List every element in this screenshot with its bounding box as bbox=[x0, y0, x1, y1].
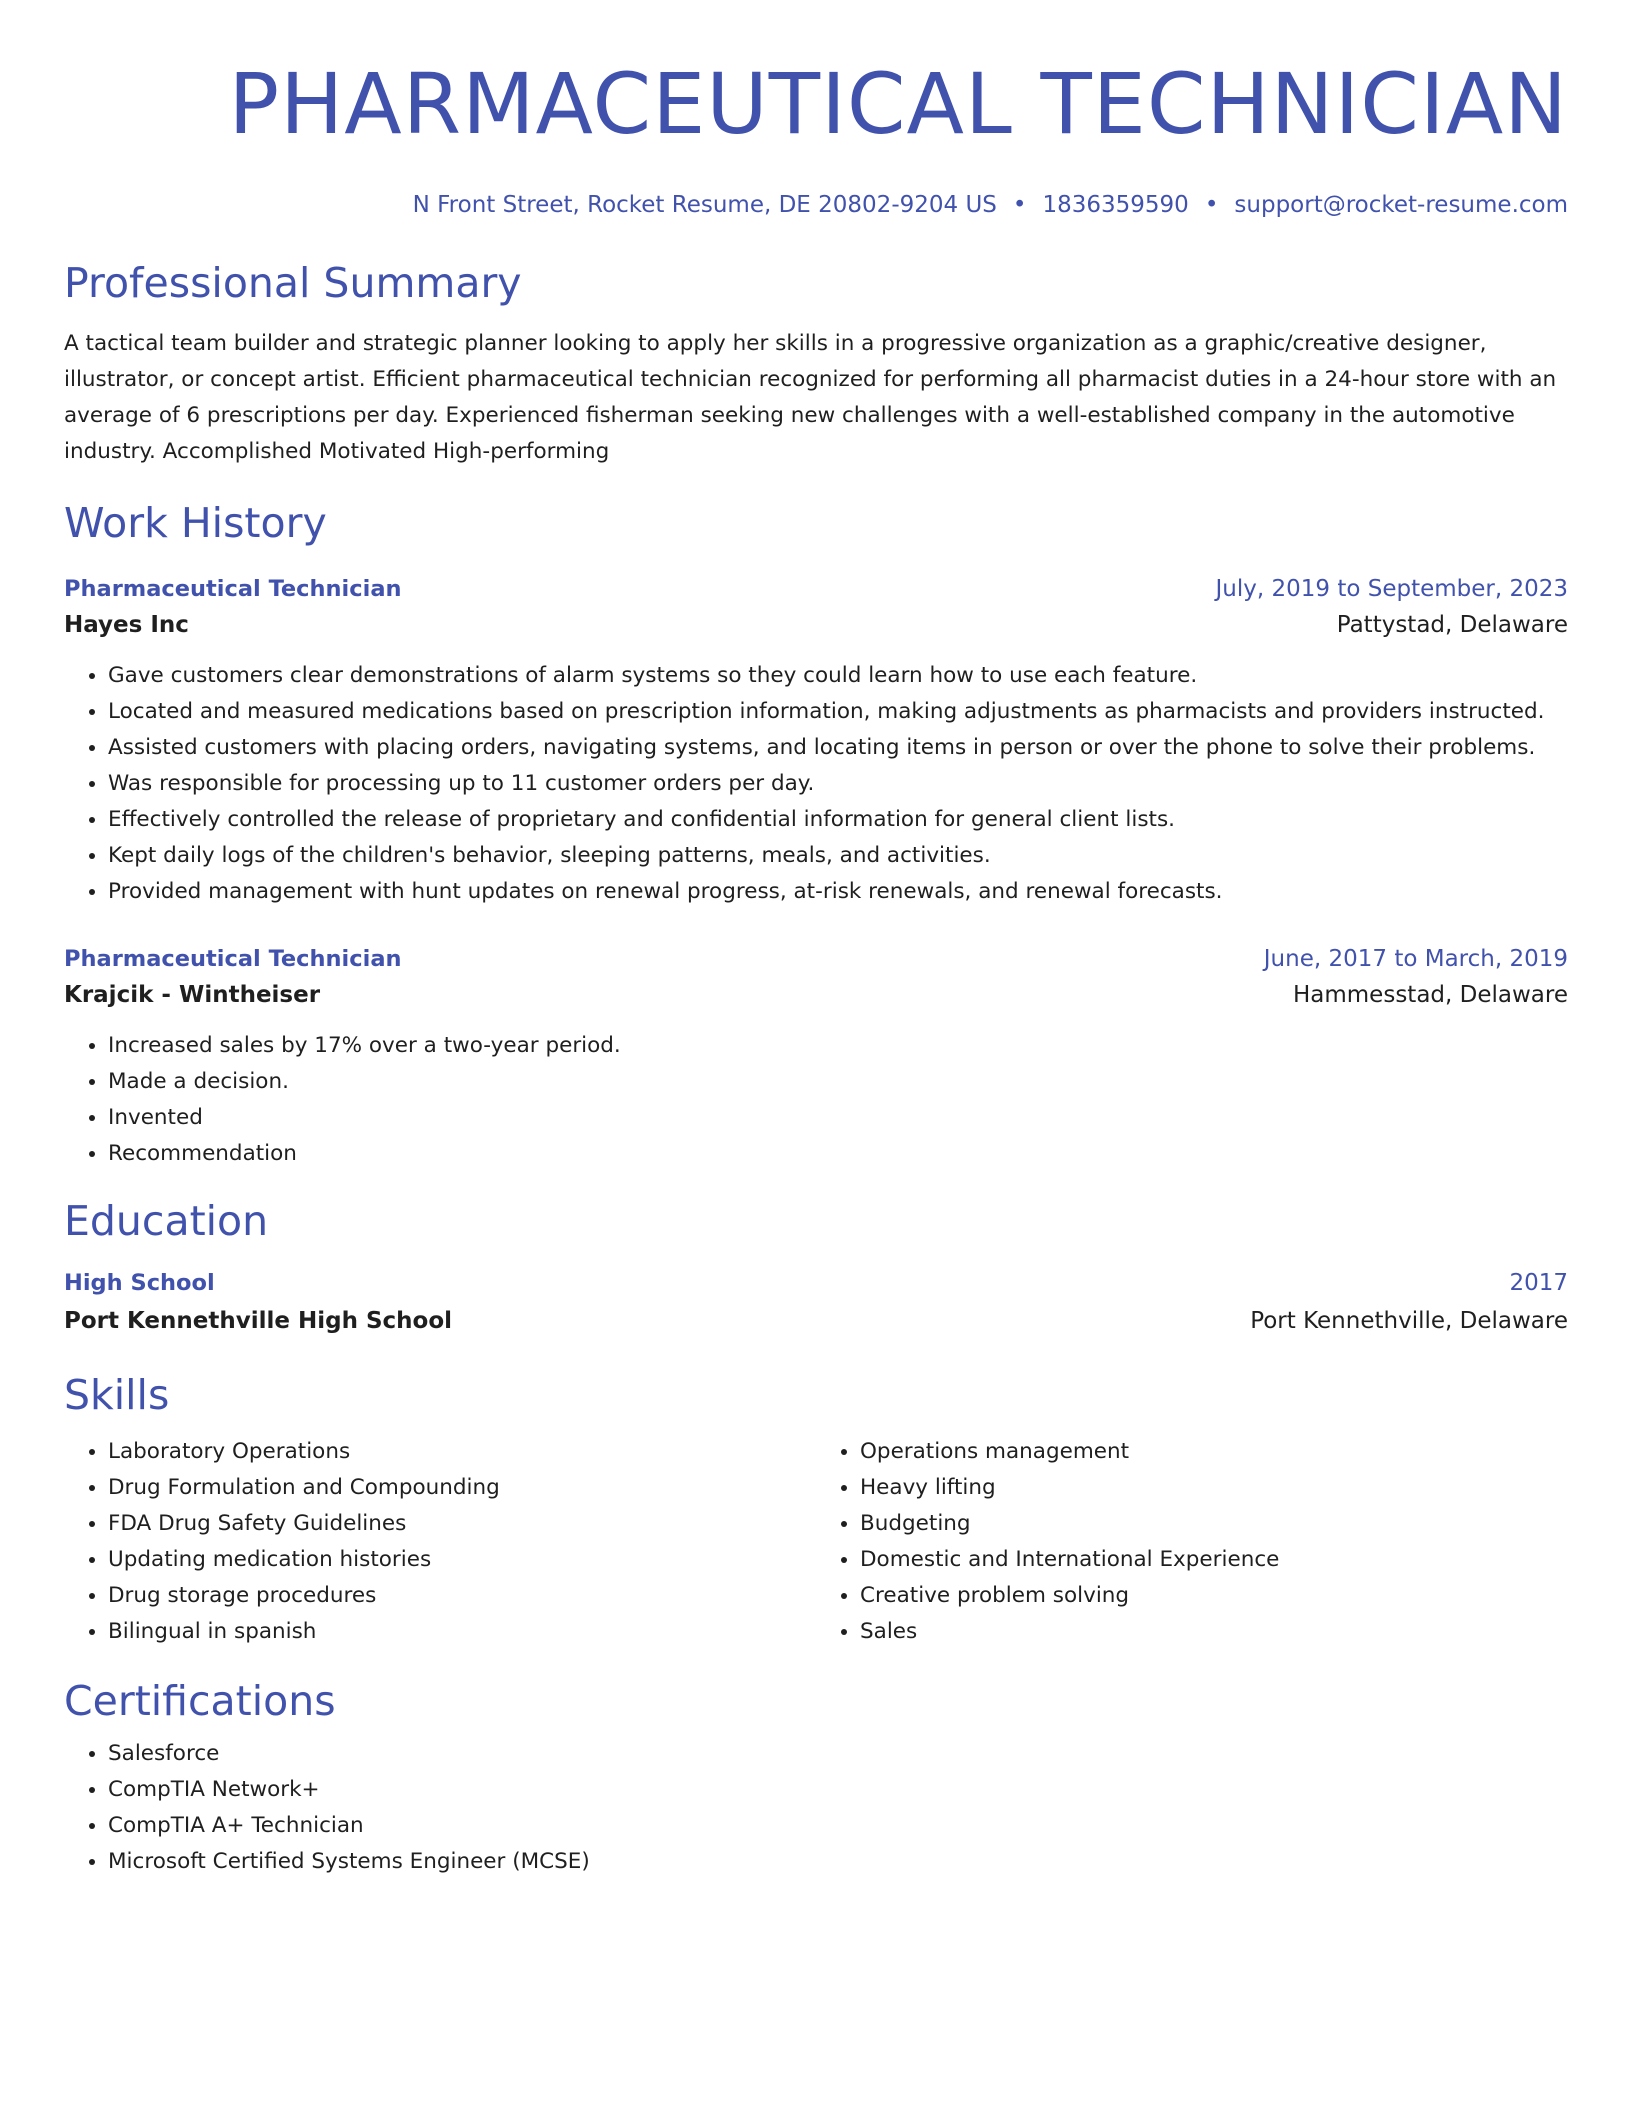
education-entry bbox=[64, 1266, 1568, 1340]
education-school-row bbox=[64, 1302, 1568, 1340]
certification-item: • Salesforce bbox=[108, 1736, 1568, 1772]
summary-text: A tactical team builder and strategic planner looking to apply her skills in a progressive organization as a graphic/creative designer, illustrator, or concept artist. Efficient pharmaceutical technician recognized for performing all pharmacist duties in a 24-hour store with an average of 6 prescriptions per day. Experienced fisherman seeking new challenges with a well-established company in the automotive industry. Accomplished Motivated High-performing bbox=[64, 331, 1557, 464]
skill-item: • Laboratory Operations bbox=[108, 1434, 816, 1470]
skill-item: • Updating medication histories bbox=[108, 1542, 816, 1578]
resume-header bbox=[64, 0, 1568, 220]
job-location: Pattystad, Delaware bbox=[1336, 612, 1568, 638]
certification-item: • CompTIA A+ Technician bbox=[108, 1808, 1568, 1844]
job-bullets bbox=[64, 658, 1568, 910]
job-bullet: • Invented bbox=[108, 1100, 1568, 1136]
job-dates: June, 2017 to March, 2019 bbox=[1263, 946, 1568, 972]
education-degree-row bbox=[64, 1266, 1568, 1300]
contact-address: N Front Street, Rocket Resume, DE 20802-9204 US bbox=[412, 192, 997, 218]
job-entry bbox=[64, 942, 1568, 1172]
job-company: Hayes Inc bbox=[64, 612, 189, 638]
certifications-section bbox=[64, 1736, 1568, 1880]
skills-list-right bbox=[816, 1434, 1568, 1650]
skill-item: • Sales bbox=[860, 1614, 1568, 1650]
education-school: Port Kennethville High School bbox=[64, 1308, 453, 1334]
section-title-work-history: Work History bbox=[64, 499, 327, 547]
job-header-row bbox=[64, 572, 1568, 606]
job-company-row bbox=[64, 606, 1568, 644]
job-dates: July, 2019 to September, 2023 bbox=[1215, 576, 1568, 602]
job-bullet: • Kept daily logs of the children's behavior, sleeping patterns, meals, and activities. bbox=[108, 838, 1568, 874]
section-title-summary: Professional Summary bbox=[64, 259, 522, 307]
skills-columns bbox=[64, 1434, 1568, 1650]
job-bullet: • Increased sales by 17% over a two-year period. bbox=[108, 1028, 1568, 1064]
job-title: Pharmaceutical Technician bbox=[64, 576, 402, 602]
certifications-list bbox=[64, 1736, 1568, 1880]
skill-item: • Domestic and International Experience bbox=[860, 1542, 1568, 1578]
section-title-certifications: Certifications bbox=[64, 1677, 336, 1725]
job-bullets bbox=[64, 1028, 1568, 1172]
contact-phone: 1836359590 bbox=[1042, 192, 1189, 218]
job-bullet: • Gave customers clear demonstrations of alarm systems so they could learn how to use each feature. bbox=[108, 658, 1568, 694]
job-header-row bbox=[64, 942, 1568, 976]
education-location: Port Kennethville, Delaware bbox=[1250, 1308, 1568, 1334]
contact-separator: • bbox=[1012, 192, 1027, 218]
job-bullet: • Was responsible for processing up to 11 customer orders per day. bbox=[108, 766, 1568, 802]
skill-item: • FDA Drug Safety Guidelines bbox=[108, 1506, 816, 1542]
section-title-education: Education bbox=[64, 1197, 269, 1245]
education-degree: High School bbox=[64, 1270, 215, 1296]
job-bullet: • Located and measured medications based on prescription information, making adjustments as pharmacists and providers instructed. bbox=[108, 694, 1568, 730]
education-year: 2017 bbox=[1509, 1270, 1568, 1296]
job-bullet: • Effectively controlled the release of proprietary and confidential information for general client lists. bbox=[108, 802, 1568, 838]
skill-item: • Budgeting bbox=[860, 1506, 1568, 1542]
job-bullet: • Made a decision. bbox=[108, 1064, 1568, 1100]
job-entry bbox=[64, 572, 1568, 910]
skill-item: • Operations management bbox=[860, 1434, 1568, 1470]
contact-separator: • bbox=[1204, 192, 1219, 218]
certification-item: • CompTIA Network+ bbox=[108, 1772, 1568, 1808]
skill-item: • Drug Formulation and Compounding bbox=[108, 1470, 816, 1506]
skill-item: • Bilingual in spanish bbox=[108, 1614, 816, 1650]
job-bullet: • Recommendation bbox=[108, 1136, 1568, 1172]
job-bullet: • Assisted customers with placing orders, navigating systems, and locating items in person or over the phone to solve their problems. bbox=[108, 730, 1568, 766]
section-title-skills: Skills bbox=[64, 1371, 170, 1419]
certification-item: • Microsoft Certified Systems Engineer (MCSE) bbox=[108, 1844, 1568, 1880]
job-company: Krajcik - Wintheiser bbox=[64, 982, 321, 1008]
skill-item: • Drug storage procedures bbox=[108, 1578, 816, 1614]
job-bullet: • Provided management with hunt updates on renewal progress, at-risk renewals, and renewal forecasts. bbox=[108, 874, 1568, 910]
skills-list-left bbox=[64, 1434, 816, 1650]
contact-line bbox=[64, 190, 1568, 220]
job-location: Hammesstad, Delaware bbox=[1292, 982, 1568, 1008]
job-company-row bbox=[64, 976, 1568, 1014]
skill-item: • Heavy lifting bbox=[860, 1470, 1568, 1506]
resume-name: PHARMACEUTICAL TECHNICIAN bbox=[228, 55, 1568, 153]
skill-item: • Creative problem solving bbox=[860, 1578, 1568, 1614]
job-title: Pharmaceutical Technician bbox=[64, 946, 402, 972]
contact-email[interactable]: support@rocket-resume.com bbox=[1234, 192, 1568, 218]
